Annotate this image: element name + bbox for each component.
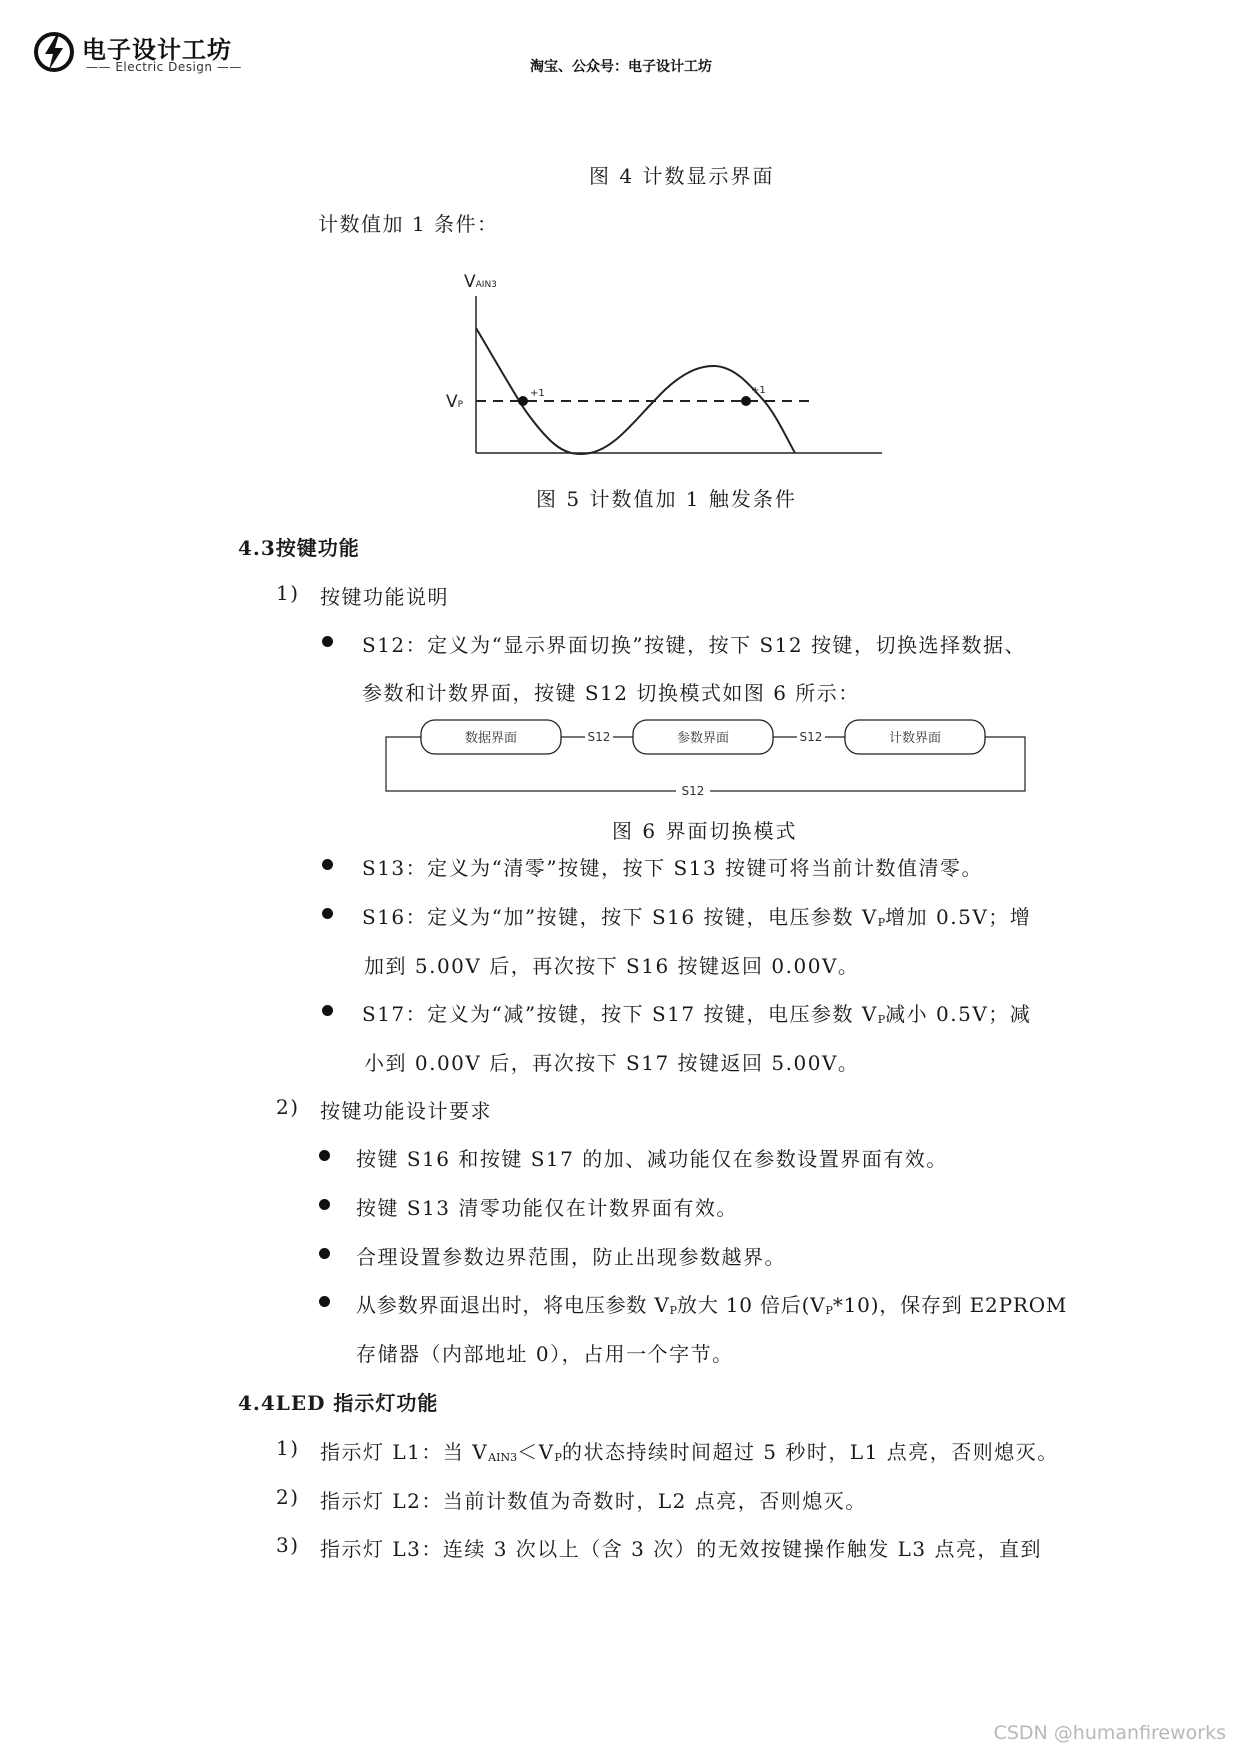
list-item-2-number: 2) bbox=[276, 1095, 300, 1119]
led-item-2-text: 指示灯 L2：当前计数值为奇数时，L2 点亮，否则熄灭。 bbox=[320, 1489, 867, 1513]
bullet-dot bbox=[322, 859, 333, 870]
count-condition-label: 计数值加 1 条件： bbox=[318, 212, 499, 236]
fig4-caption: 图 4 计数显示界面 bbox=[589, 164, 775, 188]
list-item-1-number: 1) bbox=[276, 581, 300, 605]
requirement-4-line1: 从参数界面退出时，将电压参数 VP放大 10 倍后(VP*10)，保存到 E2PROM bbox=[356, 1293, 1068, 1317]
led-item-3-text: 指示灯 L3：连续 3 次以上（含 3 次）的无效按键操作触发 L3 点亮，直到 bbox=[320, 1537, 1042, 1561]
y-axis-label: VAIN3 bbox=[464, 272, 497, 292]
bullet-dot bbox=[319, 1248, 330, 1259]
led-item-3-number: 3) bbox=[276, 1533, 300, 1557]
fig6-flow-diagram bbox=[380, 714, 1030, 796]
header-logo bbox=[32, 26, 262, 80]
plus1-label-b: +1 bbox=[751, 385, 766, 396]
voltage-curve bbox=[476, 328, 795, 454]
bullet-dot bbox=[319, 1199, 330, 1210]
fig6-caption: 图 6 界面切换模式 bbox=[612, 819, 798, 843]
led-item-2-number: 2) bbox=[276, 1485, 300, 1509]
box2-label: 参数界面 bbox=[676, 731, 730, 746]
bullet-dot bbox=[322, 636, 333, 647]
watermark: CSDN @humanfireworks bbox=[993, 1722, 1226, 1744]
requirement-1: 按键 S16 和按键 S17 的加、减功能仅在参数设置界面有效。 bbox=[356, 1147, 948, 1171]
arrow1-label: S12 bbox=[587, 730, 611, 744]
lightning-logo-icon bbox=[32, 30, 76, 74]
s17-line2: 小到 0.00V 后，再次按下 S17 按键返回 5.00V。 bbox=[364, 1051, 860, 1075]
trigger-point-1 bbox=[518, 396, 528, 406]
fig5-caption: 图 5 计数值加 1 触发条件 bbox=[536, 487, 797, 511]
bullet-dot bbox=[322, 1005, 333, 1016]
return-arrow-label: S12 bbox=[681, 784, 705, 796]
plus1-label-a: +1 bbox=[530, 388, 545, 399]
logo-subtitle: —— Electric Design —— bbox=[86, 60, 242, 74]
logo-title: 电子设计工坊 bbox=[82, 36, 232, 64]
box3-label: 计数界面 bbox=[888, 731, 942, 746]
trigger-point-2 bbox=[741, 396, 751, 406]
list-item-1-text: 按键功能说明 bbox=[320, 585, 449, 609]
requirement-2: 按键 S13 清零功能仅在计数界面有效。 bbox=[356, 1196, 738, 1220]
s12-line2: 参数和计数界面，按键 S12 切换模式如图 6 所示： bbox=[362, 681, 860, 705]
header-center-text: 淘宝、公众号：电子设计工坊 bbox=[530, 59, 712, 75]
requirement-3: 合理设置参数边界范围，防止出现参数越界。 bbox=[356, 1245, 786, 1269]
bullet-dot bbox=[319, 1296, 330, 1307]
s16-line2: 加到 5.00V 后，再次按下 S16 按键返回 0.00V。 bbox=[364, 954, 860, 978]
box1-label: 数据界面 bbox=[464, 731, 518, 746]
led-item-1-number: 1) bbox=[276, 1436, 300, 1460]
s16-line1: S16：定义为“加”按键，按下 S16 按键，电压参数 VP增加 0.5V；增 bbox=[362, 905, 1032, 929]
section-4-3-heading: 4.3按键功能 bbox=[238, 536, 360, 560]
fig5-chart bbox=[430, 270, 890, 460]
arrow2-label: S12 bbox=[799, 730, 823, 744]
s17-line1: S17：定义为“减”按键，按下 S17 按键，电压参数 VP减小 0.5V；减 bbox=[362, 1002, 1032, 1026]
requirement-4-line2: 存储器（内部地址 0），占用一个字节。 bbox=[356, 1342, 734, 1366]
bullet-dot bbox=[319, 1150, 330, 1161]
s12-line1: S12：定义为“显示界面切换”按键，按下 S12 按键，切换选择数据、 bbox=[362, 633, 1026, 657]
list-item-2-text: 按键功能设计要求 bbox=[320, 1099, 492, 1123]
vp-label: VP bbox=[446, 392, 464, 412]
section-4-4-heading: 4.4LED 指示灯功能 bbox=[238, 1391, 439, 1415]
led-item-1-text: 指示灯 L1：当 VAIN3＜VP的状态持续时间超过 5 秒时，L1 点亮，否则熄灭。 bbox=[320, 1440, 1059, 1464]
s13-text: S13：定义为“清零”按键，按下 S13 按键可将当前计数值清零。 bbox=[362, 856, 983, 880]
bullet-dot bbox=[322, 908, 333, 919]
